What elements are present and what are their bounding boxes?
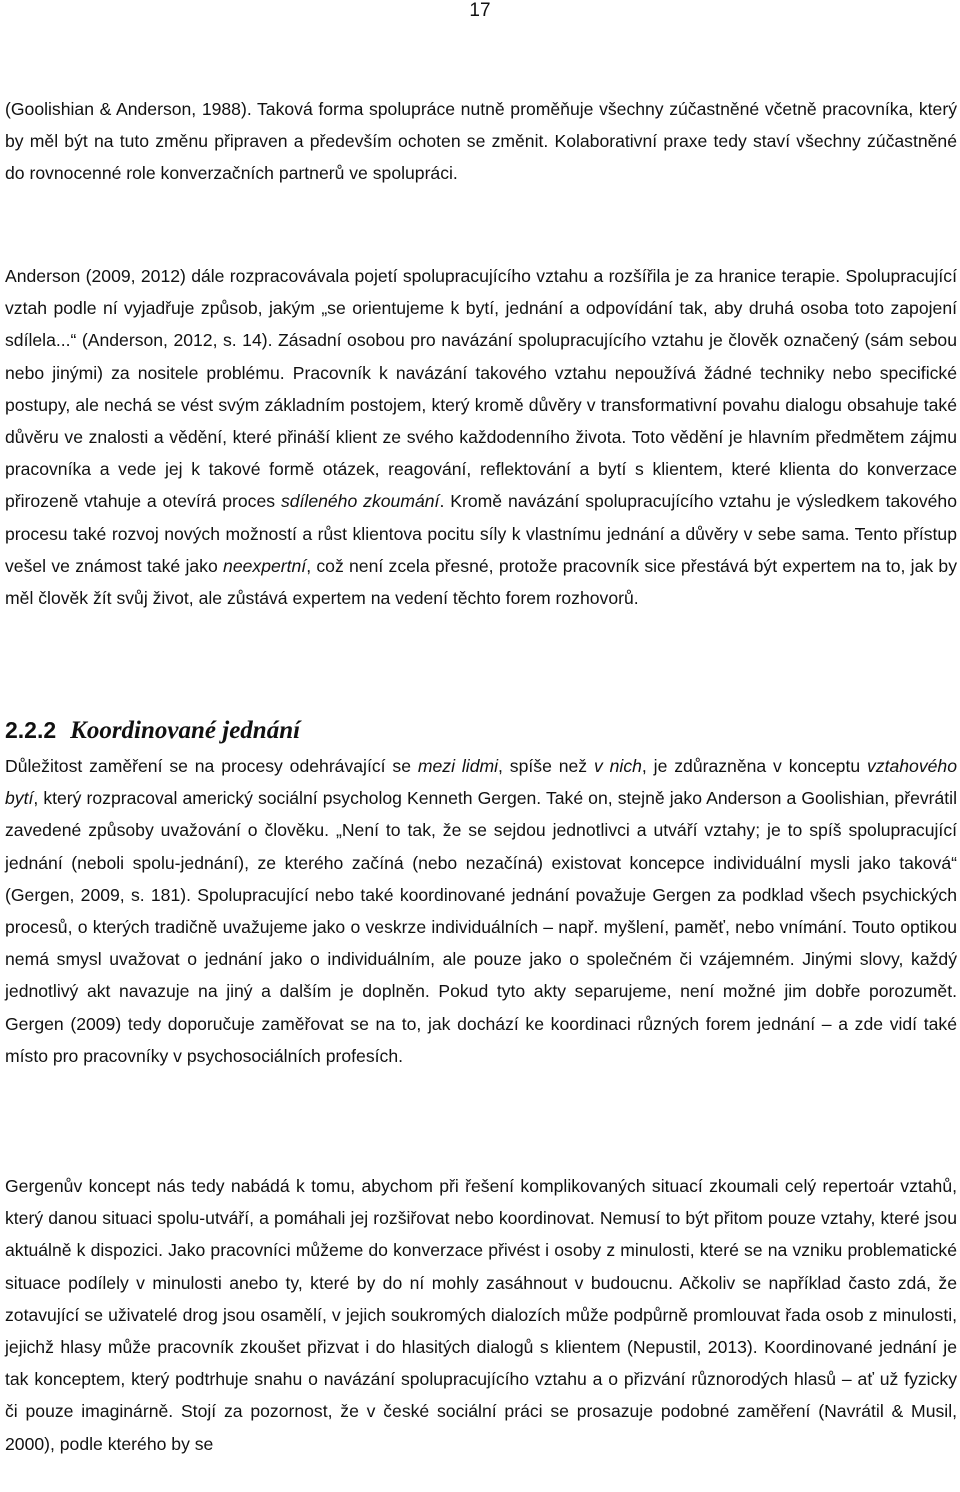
paragraph-gergen-concept: Gergenův koncept nás tedy nabádá k tomu, abychom při řešení komplikovaných situací zkoumali celý repertoár vztahů, který danou situaci spolu-utváří, a pomáhali jej rozšiřovat nebo koordinovat. Nemusí to být přitom pouze vztahy, které jsou aktuálně k dispozici. Jako pracovníci můžeme do konverzace přivést i osoby z minulosti, které se na vzniku problematické situace podílely v minulosti anebo ty, které by do ní mohly zasáhnout v budoucnu. Ačkoliv se například často zdá, že zotavující se uživatelé drog jsou osamělí, v jejich soukromých dialozích může podpůrně promlouvat řada osob z minulosti, jejichž hlasy může pracovník zkoušet přizvat i do hlasitých dialogů s klientem (Nepustil, 2013). Koordinované jednání je tak konceptem, který podtrhuje snahu o navázání spolupracujícího vztahu a o přizvání různorodých hlasů – ať už fyzicky či pouze imaginárně. Stojí za pozornost, že v české sociální práci se prosazuje podobné zaměření (Navrátil & Musil, 2000), podle kterého by se	[5, 1176, 957, 1454]
paragraph-gergen	[5, 750, 957, 1072]
emphasis-between-people: mezi lidmi	[417, 756, 499, 776]
paragraph-gergen-text-b: , spíše než	[498, 756, 594, 776]
emphasis-within-them: v nich	[593, 756, 642, 776]
page-number: 17	[469, 0, 491, 21]
paragraph-gergen-text-c: , je zdůrazněna v konceptu	[641, 756, 867, 776]
section-title: Koordinované jednání	[70, 717, 301, 744]
emphasis-non-expert: neexpertní	[223, 555, 307, 576]
paragraph-anderson	[5, 260, 957, 614]
paragraph-anderson-text-b: . Kromě navázání spolupracujícího vztahu je výsledkem takového procesu také rozvoj nových možností a růst klientova pocitu síly k vlastnímu jednání a důvěry v sebe sama. Tento přístup vešel ve známost také jako	[5, 491, 957, 576]
paragraph-gergen-text-d: , který rozpracoval americký sociální psycholog Kenneth Gergen. Také on, stejně jako Anderson a Goolishian, převrátil zavedené způsoby uvažování o člověku. „Není to tak, že se sejdou jednotlivci a utváří vztahy; je to spíš spolupracující jednání (neboli spolu-jednání), ze kterého začíná (nebo nezačíná) existovat koncepce individuální mysli jako taková“ (Gergen, 2009, s. 181). Spolupracující nebo také koordinované jednání považuje Gergen za podklad všech psychických procesů, o kterých tradičně uvažujeme jako o veskrze individuálních – např. myšlení, paměť, nebo vnímání. Touto optikou nemá smysl uvažovat o jednání jako o individuálním, ale pouze jako o společném či vzájemném. Jinými slovy, každý jednotlivý akt navazuje na jiný a dalším je doplněn. Pokud tyto akty separujeme, není možné jim dobře porozumět. Gergen (2009) tedy doporučuje zaměřovat se na to, jak dochází ke koordinaci různých forem jednání – a zde vidí také místo pro pracovníky v psychosociálních profesích.	[5, 788, 957, 1066]
paragraph-anderson-text-a: Anderson (2009, 2012) dále rozpracovávala pojetí spolupracujícího vztahu a rozšířila je za hranice terapie. Spolupracující vztah podle ní vyjadřuje způsob, jakým „se orientujeme k bytí, jednání a odpovídání tak, aby druhá osoba toto zapojení sdílela...“ (Anderson, 2012, s. 14). Zásadní osobou pro navázání spolupracujícího vztahu je člověk označený (sám sebou nebo jinými) za nositele problému. Pracovník k navázání takového vztahu nepoužívá žádné techniky nebo specifické postupy, ale nechá se vést svým základním postojem, který kromě důvěry v transformativní povahu dialogu obsahuje také důvěru ve znalosti a vědění, které přináší klient ze svého každodenního života. Toto vědění je hlavním předmětem zájmu pracovníka a vede jej k takové formě otázek, reagování, reflektování a bytí s klientem, které klienta do konverzace přirozeně vtahuje a otevírá proces	[5, 266, 957, 512]
paragraph-goolishian: (Goolishian & Anderson, 1988). Taková forma spolupráce nutně proměňuje všechny zúčastněné včetně pracovníka, který by měl být na tuto změnu připraven a především ochoten se změnit. Kolaborativní praxe tedy staví všechny zúčastněné do rovnocenné role konverzačních partnerů ve spolupráci.	[5, 99, 957, 184]
section-number: 2.2.2	[5, 717, 57, 743]
paragraph-anderson-text-c: , což není zcela přesné, protože pracovník sice přestává být expertem na to, jak by měl člověk žít svůj život, ale zůstává expertem na vedení těchto forem rozhovorů.	[5, 555, 958, 609]
paragraph-gergen-text-a: Důležitost zaměření se na procesy odehrávající se	[5, 756, 418, 776]
emphasis-shared-inquiry: sdíleného zkoumání	[280, 491, 440, 512]
emphasis-relational-being: vztahového bytí	[5, 756, 957, 809]
section-heading	[5, 713, 957, 748]
